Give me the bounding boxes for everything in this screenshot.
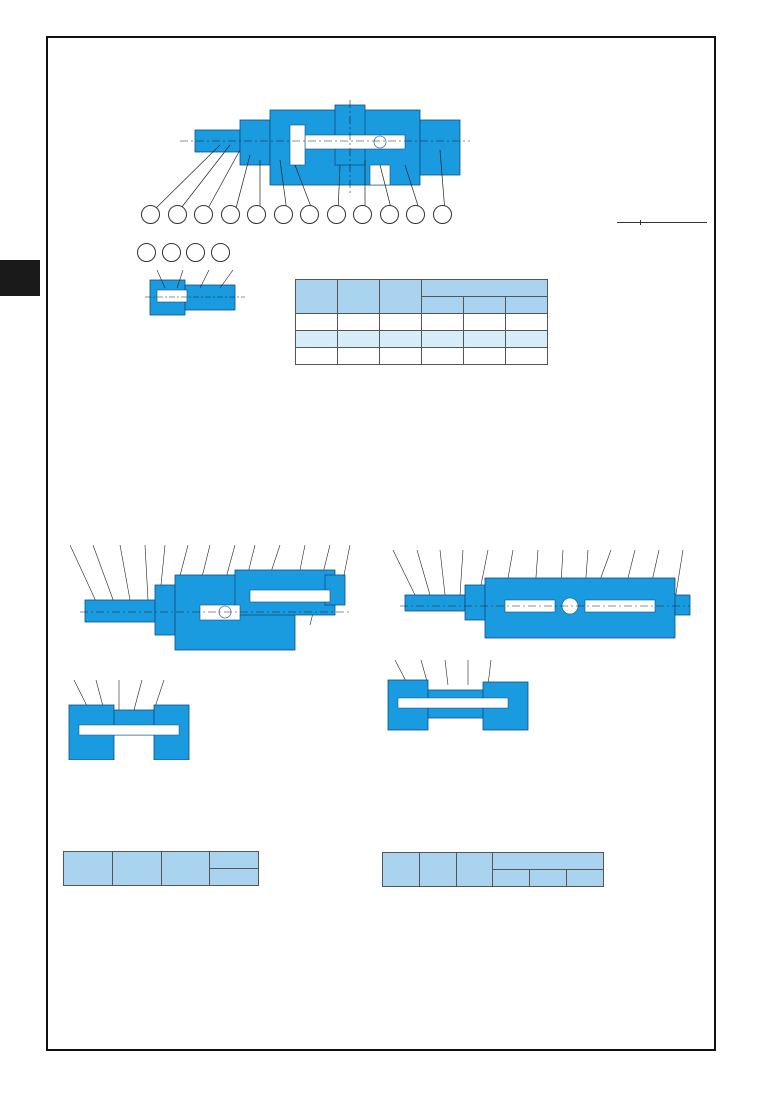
sec3-detail-drawing [383,660,533,735]
sec1-detail-drawing [145,270,245,330]
th-a [530,870,567,887]
table-row [296,348,548,365]
table-row [296,314,548,331]
side-tab-letter [0,260,40,296]
table-cell [464,314,506,331]
th-count [422,280,548,297]
table-cell [296,314,338,331]
table-cell [380,348,422,365]
th-model [456,853,493,887]
th-no [383,853,420,887]
callout-number [300,205,319,224]
callout-number [274,205,293,224]
callout-number [247,205,266,224]
table-cell [464,348,506,365]
callout-number [353,205,372,224]
callout-number [162,243,181,262]
table-cell [296,348,338,365]
callout-number [137,243,156,262]
table-cell [506,331,548,348]
th-a [464,297,506,314]
callout-number [433,205,452,224]
sec1-seal-table [295,279,548,365]
sec1-parts-list [617,220,707,225]
th-model [161,852,210,886]
callout-number [211,243,230,262]
callout-number [194,205,213,224]
table-cell [338,348,380,365]
th-w [422,297,464,314]
th-no [296,280,338,314]
table-row [296,331,548,348]
th-name [419,853,456,887]
table-cell [338,314,380,331]
callout-number [327,205,346,224]
th-model [380,280,422,314]
callout-number [168,205,187,224]
table-cell [380,314,422,331]
sec3-main-drawing [385,550,695,655]
table-cell [338,331,380,348]
callout-number [221,205,240,224]
table-cell [422,314,464,331]
table-cell [506,348,548,365]
table-cell [380,331,422,348]
th-name [338,280,380,314]
sec3-seal-table [382,852,604,887]
th-b [506,297,548,314]
parts-header [617,220,707,223]
parts-divider [640,220,641,225]
th-name [112,852,161,886]
callout-number [380,205,399,224]
th-w [493,870,530,887]
table-cell [296,331,338,348]
th-b [567,870,604,887]
callout-number [141,205,160,224]
callout-number [406,205,425,224]
table-cell [422,348,464,365]
sec2-seal-table [63,851,259,886]
table-cell [506,314,548,331]
th-count [493,853,604,870]
th-no [64,852,113,886]
th-count [210,852,259,869]
th-p [210,869,259,886]
sec2-detail-drawing [64,680,194,760]
table-cell [422,331,464,348]
callout-number [186,243,205,262]
sec2-main-drawing [60,545,360,655]
table-cell [464,331,506,348]
